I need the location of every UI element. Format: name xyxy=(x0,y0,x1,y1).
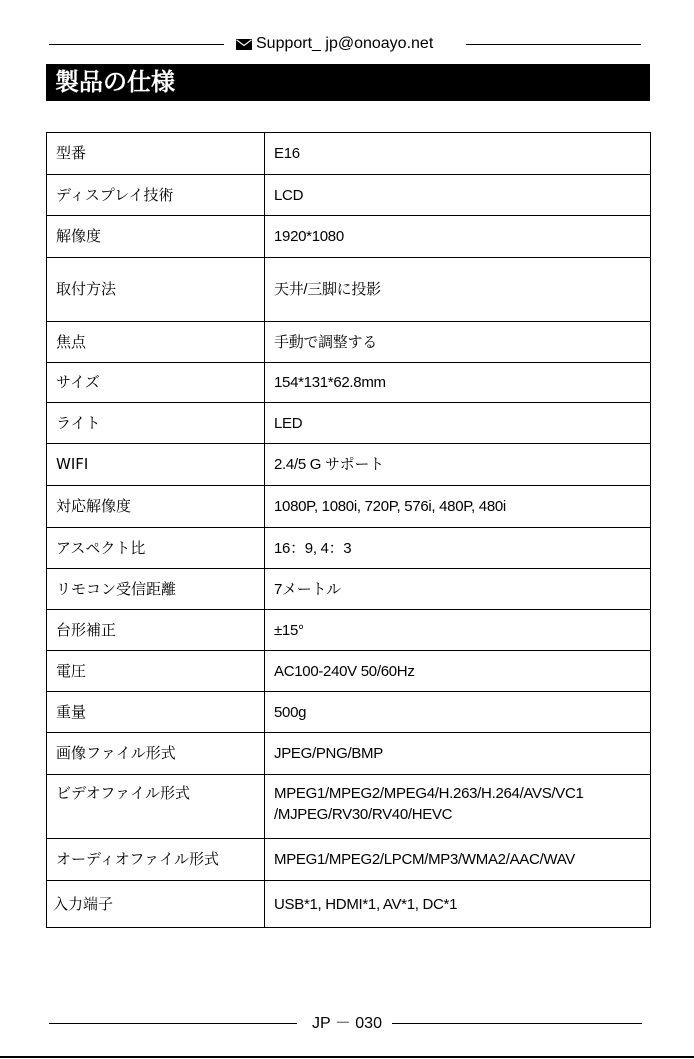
table-row xyxy=(47,610,651,651)
header-rule-right xyxy=(466,44,641,45)
spec-value-line2: /MJPEG/RV30/RV40/HEVC xyxy=(274,806,453,823)
spec-value: ±15° xyxy=(265,610,651,651)
spec-label: 対応解像度 xyxy=(47,486,265,528)
spec-value: USB*1, HDMI*1, AV*1, DC*1 xyxy=(265,881,651,928)
spec-label: 型番 xyxy=(47,133,265,175)
spec-value: JPEG/PNG/BMP xyxy=(265,733,651,775)
page-footer xyxy=(49,1015,642,1035)
spec-value: E16 xyxy=(265,133,651,175)
table-row xyxy=(47,322,651,363)
spec-value: 7メートル xyxy=(265,569,651,610)
spec-value: MPEG1/MPEG2/LPCM/MP3/WMA2/AAC/WAV xyxy=(265,839,651,881)
spec-label: 画像ファイル形式 xyxy=(47,733,265,775)
table-row xyxy=(47,363,651,403)
mail-icon xyxy=(236,39,252,50)
spec-value-line1: MPEG1/MPEG2/MPEG4/H.263/H.264/AVS/VC1 xyxy=(274,785,584,802)
table-row xyxy=(47,133,651,175)
spec-label: ライト xyxy=(47,403,265,444)
spec-value: 1080P, 1080i, 720P, 576i, 480P, 480i xyxy=(265,486,651,528)
table-row xyxy=(47,775,651,839)
footer-rule-left xyxy=(49,1023,297,1024)
support-email: Support_ jp@onoayo.net xyxy=(256,35,434,52)
header-rule-left xyxy=(49,44,224,45)
support-contact xyxy=(236,32,456,56)
table-row xyxy=(47,881,651,928)
spec-value: LED xyxy=(265,403,651,444)
spec-label: 焦点 xyxy=(47,322,265,363)
spec-value: LCD xyxy=(265,175,651,216)
spec-label: 電圧 xyxy=(47,651,265,692)
spec-label: サイズ xyxy=(47,363,265,403)
spec-value: 1920*1080 xyxy=(265,216,651,258)
table-row xyxy=(47,839,651,881)
table-row xyxy=(47,528,651,569)
table-row xyxy=(47,692,651,733)
spec-value-multiline xyxy=(265,775,651,839)
spec-label: 解像度 xyxy=(47,216,265,258)
spec-value: 16：9, 4：3 xyxy=(265,528,651,569)
spec-label: リモコン受信距離 xyxy=(47,569,265,610)
spec-table xyxy=(46,132,651,928)
table-row xyxy=(47,486,651,528)
spec-label: オーディオファイル形式 xyxy=(47,839,265,881)
page-number: JP － 030 xyxy=(312,1015,382,1032)
table-row xyxy=(47,216,651,258)
table-row xyxy=(47,175,651,216)
page-bottom-edge xyxy=(0,1056,694,1058)
table-row xyxy=(47,258,651,322)
spec-label: 重量 xyxy=(47,692,265,733)
spec-value: 2.4/5 G サポート xyxy=(265,444,651,486)
table-row xyxy=(47,444,651,486)
spec-value: 154*131*62.8mm xyxy=(265,363,651,403)
spec-value: 手動で調整する xyxy=(265,322,651,363)
section-title: 製品の仕様 xyxy=(55,68,175,96)
spec-label: 台形補正 xyxy=(47,610,265,651)
section-title-bar xyxy=(46,64,650,101)
spec-label: ビデオファイル形式 xyxy=(47,775,265,839)
table-row xyxy=(47,733,651,775)
spec-label: 取付方法 xyxy=(47,258,265,322)
spec-label: アスペクト比 xyxy=(47,528,265,569)
table-row xyxy=(47,651,651,692)
spec-value: AC100-240V 50/60Hz xyxy=(265,651,651,692)
table-row xyxy=(47,403,651,444)
spec-label: 入力端子 xyxy=(47,881,265,928)
spec-value: 500g xyxy=(265,692,651,733)
spec-value: 天井/三脚に投影 xyxy=(265,258,651,322)
spec-label: WIFI xyxy=(47,444,265,486)
page-header xyxy=(49,32,641,56)
footer-rule-right xyxy=(392,1023,642,1024)
table-row xyxy=(47,569,651,610)
spec-label: ディスプレイ技術 xyxy=(47,175,265,216)
